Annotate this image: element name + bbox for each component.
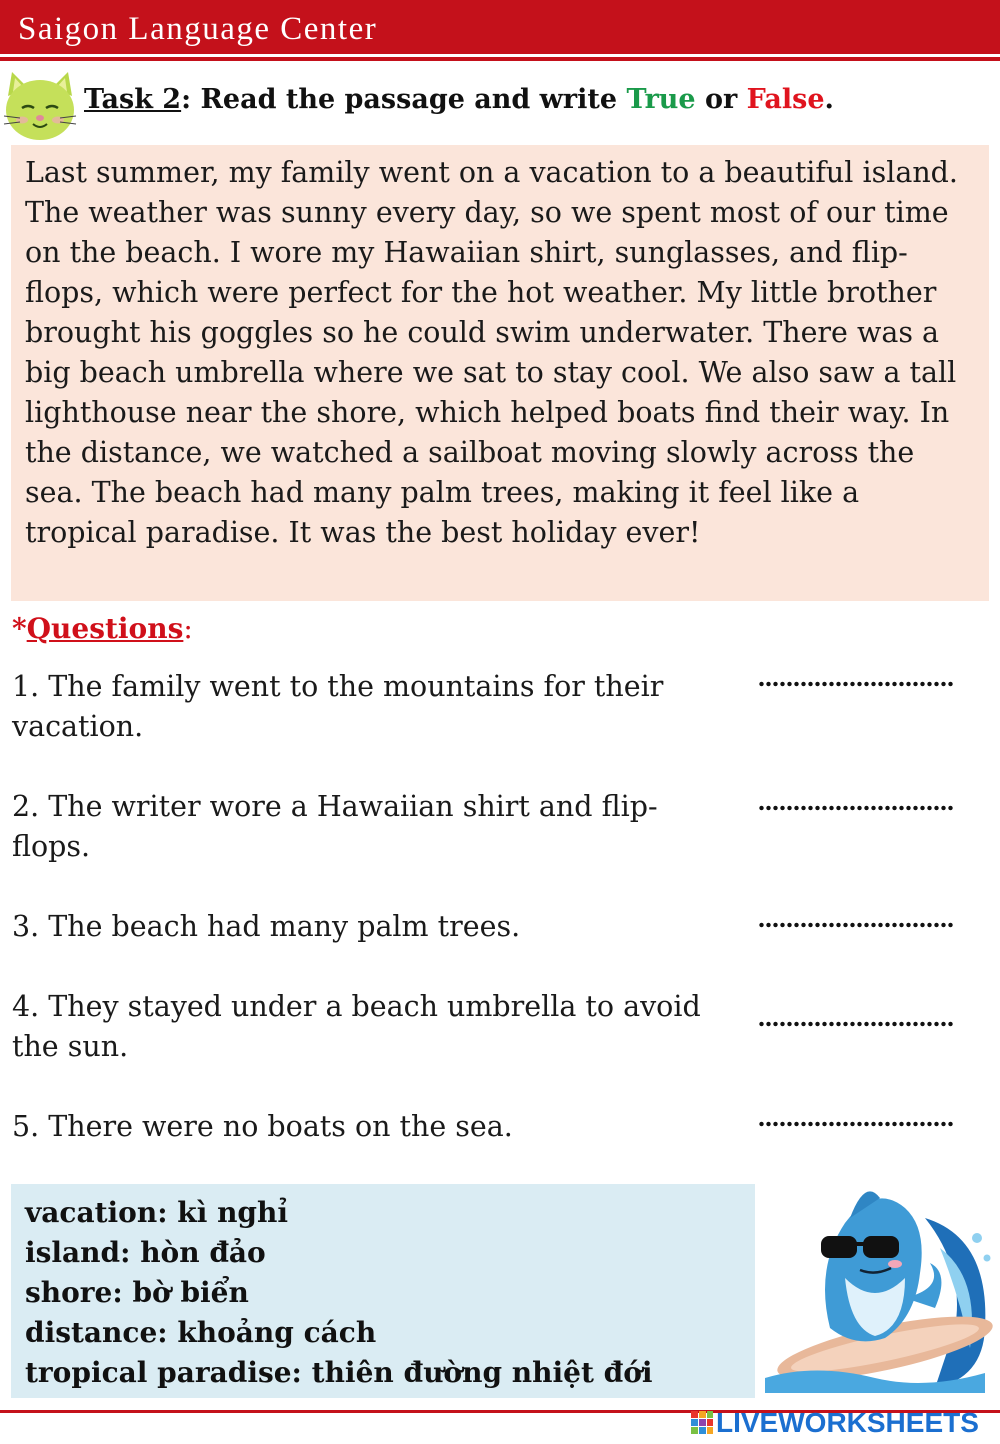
liveworksheets-logo-icon (690, 1410, 714, 1436)
vocab-item: distance: khoảng cách (25, 1316, 377, 1349)
answer-blank-4[interactable] (758, 1021, 953, 1027)
header-bar (0, 0, 1000, 54)
dolphin-icon (755, 1178, 995, 1393)
answer-blank-1[interactable] (758, 681, 953, 687)
vocab-item: island: hòn đảo (25, 1236, 266, 1269)
cat-icon (0, 66, 80, 146)
vocab-item: vacation: kì nghỉ (25, 1196, 289, 1229)
questions-star: * (12, 612, 27, 645)
answer-blank-5[interactable] (758, 1121, 953, 1127)
answer-blank-3[interactable] (758, 922, 953, 928)
passage-text: Last summer, my family went on a vacation to a beautiful island. The weather was sunny every day, so we spent most of our time on the beach. I wore my Hawaiian shirt, sunglasses, and flip-flops, which were perfect for the hot weather. My little brother brought his goggles so he could swim underwater. There was a big beach umbrella where we sat to stay cool. We also saw a tall lighthouse near the shore, which helped boats find their way. In the distance, we watched a sailboat moving slowly across the sea. The beach had many palm trees, making it feel like a tropical paradise. It was the best holiday ever! (25, 156, 958, 549)
task-or-word: or (695, 84, 747, 115)
vocab-item: shore: bờ biển (25, 1276, 249, 1309)
task-text: : Read the passage and write (181, 84, 627, 115)
header-title: Saigon Language Center (18, 11, 378, 47)
questions-colon: : (183, 612, 193, 645)
question-5: 5. There were no boats on the sea. (12, 1110, 513, 1143)
questions-heading (12, 612, 193, 645)
vocabulary-box (11, 1184, 755, 1398)
header-divider (0, 57, 1000, 61)
footer-brand (690, 1405, 979, 1441)
task-label: Task 2 (84, 84, 182, 115)
reading-passage (11, 145, 989, 601)
vocab-item: tropical paradise: thiên đường nhiệt đới (25, 1356, 653, 1389)
task-true-word: True (626, 84, 696, 115)
question-3: 3. The beach had many palm trees. (12, 910, 521, 943)
answer-blank-2[interactable] (758, 805, 953, 811)
task-false-word: False (746, 84, 825, 115)
question-4: 4. They stayed under a beach umbrella to avoid the sun. (12, 990, 701, 1063)
task-period: . (824, 84, 834, 115)
task-instruction (84, 84, 834, 115)
questions-heading-text: Questions (26, 612, 184, 645)
footer-brand-text: LIVEWORKSHEETS (716, 1407, 979, 1438)
question-2: 2. The writer wore a Hawaiian shirt and flip-flops. (12, 790, 658, 863)
question-1: 1. The family went to the mountains for their vacation. (12, 670, 664, 743)
